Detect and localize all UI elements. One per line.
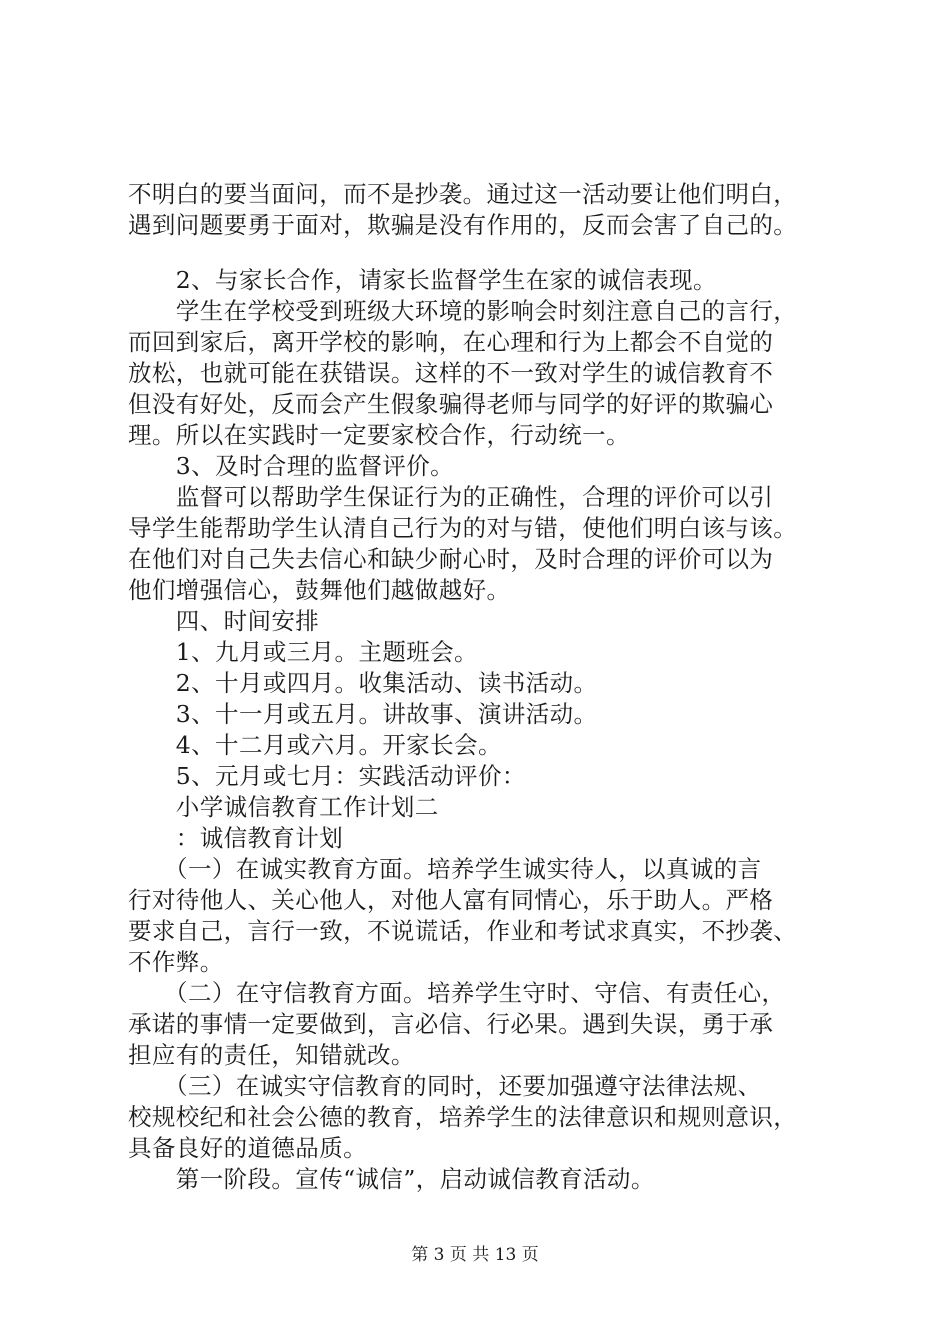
body-line: （三）在诚实守信教育的同时，还要加强遵守法律法规、 [128, 1072, 762, 1100]
body-line: 要求自己，言行一致，不说谎话，作业和考试求真实，不抄袭、 [128, 917, 798, 945]
body-line: （一）在诚实教育方面。培养学生诚实待人，以真诚的言 [128, 855, 762, 883]
body-line: 担应有的责任，知错就改。 [128, 1041, 415, 1069]
body-line: 4、十二月或六月。开家长会。 [128, 731, 502, 759]
body-line: 在他们对自己失去信心和缺少耐心时，及时合理的评价可以为 [128, 545, 774, 573]
body-line: （二）在守信教育方面。培养学生守时、守信、有责任心， [128, 979, 786, 1007]
body-line: 但没有好处，反而会产生假象骗得老师与同学的好评的欺骗心 [128, 390, 774, 418]
body-line: 不明白的要当面问，而不是抄袭。通过这一活动要让他们明白， [128, 180, 798, 208]
body-line: 第一阶段。宣传“诚信”，启动诚信教育活动。 [128, 1165, 655, 1193]
body-line: 导学生能帮助学生认清自己行为的对与错，使他们明白该与该。 [128, 514, 798, 542]
body-line: 监督可以帮助学生保证行为的正确性，合理的评价可以引 [128, 483, 774, 511]
body-line: 校规校纪和社会公德的教育，培养学生的法律意识和规则意识， [128, 1103, 798, 1131]
body-line: 而回到家后，离开学校的影响，在心理和行为上都会不自觉的 [128, 328, 774, 356]
body-line: 承诺的事情一定要做到，言必信、行必果。遇到失误，勇于承 [128, 1010, 774, 1038]
body-line: 理。所以在实践时一定要家校合作，行动统一。 [128, 421, 630, 449]
body-line: 3、十一月或五月。讲故事、演讲活动。 [128, 700, 598, 728]
body-line: 5、元月或七月：实践活动评价： [128, 762, 526, 790]
body-line: 行对待他人、关心他人，对他人富有同情心，乐于助人。严格 [128, 886, 774, 914]
body-line: 四、时间安排 [128, 607, 320, 635]
body-line: 具备良好的道德品质。 [128, 1134, 367, 1162]
body-line: 放松，也就可能在获错误。这样的不一致对学生的诚信教育不 [128, 359, 774, 387]
body-line: 他们增强信心，鼓舞他们越做越好。 [128, 576, 511, 604]
page-footer: 第 3 页 共 13 页 [411, 1245, 539, 1265]
body-line: 遇到问题要勇于面对，欺骗是没有作用的，反而会害了自己的。 [128, 211, 798, 239]
body-line: 1、九月或三月。主题班会。 [128, 638, 478, 666]
body-line: ：诚信教育计划 [128, 824, 344, 852]
body-line: 不作弊。 [128, 948, 224, 976]
body-line: 3、及时合理的监督评价。 [128, 452, 455, 480]
body-line: 学生在学校受到班级大环境的影响会时刻注意自己的言行， [128, 297, 798, 325]
body-line: 2、与家长合作，请家长监督学生在家的诚信表现。 [128, 266, 717, 294]
body-line: 小学诚信教育工作计划二 [128, 793, 439, 821]
body-line: 2、十月或四月。收集活动、读书活动。 [128, 669, 598, 697]
